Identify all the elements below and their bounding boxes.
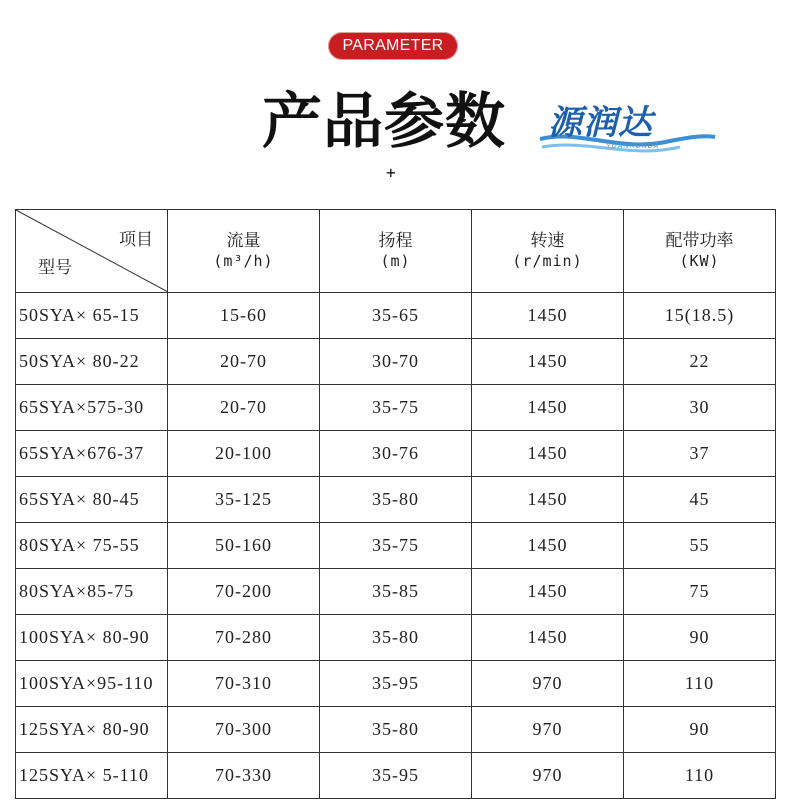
table-row xyxy=(16,615,776,661)
parameter-table xyxy=(15,209,776,799)
model-cell: 125SYA× 80-90 xyxy=(16,707,168,753)
speed-cell: 970 xyxy=(472,661,624,707)
power-cell: 90 xyxy=(624,707,776,753)
speed-cell: 1450 xyxy=(472,477,624,523)
flow-cell: 20-100 xyxy=(168,431,320,477)
table-row xyxy=(16,661,776,707)
power-cell: 22 xyxy=(624,339,776,385)
speed-cell: 1450 xyxy=(472,615,624,661)
power-cell: 90 xyxy=(624,615,776,661)
power-cell: 55 xyxy=(624,523,776,569)
speed-cell: 970 xyxy=(472,707,624,753)
power-cell: 110 xyxy=(624,661,776,707)
crosshair-cursor-icon: + xyxy=(386,163,396,182)
power-cell: 75 xyxy=(624,569,776,615)
model-cell: 65SYA×575-30 xyxy=(16,385,168,431)
parameter-badge: PARAMETER xyxy=(328,32,458,60)
table-row xyxy=(16,431,776,477)
model-header-label: 型号 xyxy=(38,258,72,278)
head-header-unit: (m) xyxy=(380,252,411,270)
model-cell: 50SYA× 80-22 xyxy=(16,339,168,385)
speed-cell: 1450 xyxy=(472,523,624,569)
head-cell: 35-65 xyxy=(320,293,472,339)
table-row xyxy=(16,707,776,753)
head-cell: 35-95 xyxy=(320,753,472,799)
flow-cell: 70-300 xyxy=(168,707,320,753)
page-title: 产品参数 xyxy=(262,87,506,157)
speed-header-label: 转速 xyxy=(530,231,565,251)
head-cell: 35-75 xyxy=(320,385,472,431)
head-cell: 35-80 xyxy=(320,477,472,523)
flow-cell: 70-330 xyxy=(168,753,320,799)
speed-header-unit: (r/min) xyxy=(512,252,583,270)
speed-cell: 1450 xyxy=(472,293,624,339)
model-cell: 100SYA× 80-90 xyxy=(16,615,168,661)
flow-header xyxy=(168,210,320,293)
table-row xyxy=(16,569,776,615)
power-cell: 45 xyxy=(624,477,776,523)
speed-cell: 1450 xyxy=(472,385,624,431)
item-header-label: 项目 xyxy=(119,230,153,250)
table-row xyxy=(16,339,776,385)
flow-cell: 70-310 xyxy=(168,661,320,707)
model-cell: 80SYA×85-75 xyxy=(16,569,168,615)
table-header-row xyxy=(16,210,776,293)
model-cell: 65SYA×676-37 xyxy=(16,431,168,477)
model-cell: 125SYA× 5-110 xyxy=(16,753,168,799)
power-header-label: 配带功率 xyxy=(665,231,734,251)
speed-cell: 970 xyxy=(472,753,624,799)
power-header-unit: (KW) xyxy=(679,252,720,270)
speed-header xyxy=(472,210,624,293)
flow-cell: 70-280 xyxy=(168,615,320,661)
speed-cell: 1450 xyxy=(472,431,624,477)
model-cell: 80SYA× 75-55 xyxy=(16,523,168,569)
table-row xyxy=(16,477,776,523)
power-header xyxy=(624,210,776,293)
flow-header-label: 流量 xyxy=(226,231,261,251)
table-row xyxy=(16,385,776,431)
logo-name: 源润达 xyxy=(548,103,653,143)
flow-header-unit: (m³/h) xyxy=(213,252,274,270)
head-cell: 35-80 xyxy=(320,707,472,753)
model-cell: 100SYA×95-110 xyxy=(16,661,168,707)
head-cell: 35-95 xyxy=(320,661,472,707)
head-cell: 30-70 xyxy=(320,339,472,385)
flow-cell: 50-160 xyxy=(168,523,320,569)
flow-cell: 15-60 xyxy=(168,293,320,339)
head-header-label: 扬程 xyxy=(378,231,413,251)
power-cell: 30 xyxy=(624,385,776,431)
head-cell: 30-76 xyxy=(320,431,472,477)
power-cell: 110 xyxy=(624,753,776,799)
head-header xyxy=(320,210,472,293)
diagonal-divider xyxy=(16,210,168,292)
head-cell: 35-80 xyxy=(320,615,472,661)
flow-cell: 70-200 xyxy=(168,569,320,615)
model-cell: 50SYA× 65-15 xyxy=(16,293,168,339)
flow-cell: 20-70 xyxy=(168,385,320,431)
model-cell: 65SYA× 80-45 xyxy=(16,477,168,523)
corner-header-cell xyxy=(16,210,168,293)
power-cell: 15(18.5) xyxy=(624,293,776,339)
table-row xyxy=(16,523,776,569)
head-cell: 35-85 xyxy=(320,569,472,615)
power-cell: 37 xyxy=(624,431,776,477)
speed-cell: 1450 xyxy=(472,339,624,385)
table-row xyxy=(16,753,776,799)
flow-cell: 20-70 xyxy=(168,339,320,385)
logo-subtitle: YUANRUNDA xyxy=(606,143,660,150)
flow-cell: 35-125 xyxy=(168,477,320,523)
brand-logo xyxy=(540,95,720,161)
head-cell: 35-75 xyxy=(320,523,472,569)
speed-cell: 1450 xyxy=(472,569,624,615)
table-row xyxy=(16,293,776,339)
